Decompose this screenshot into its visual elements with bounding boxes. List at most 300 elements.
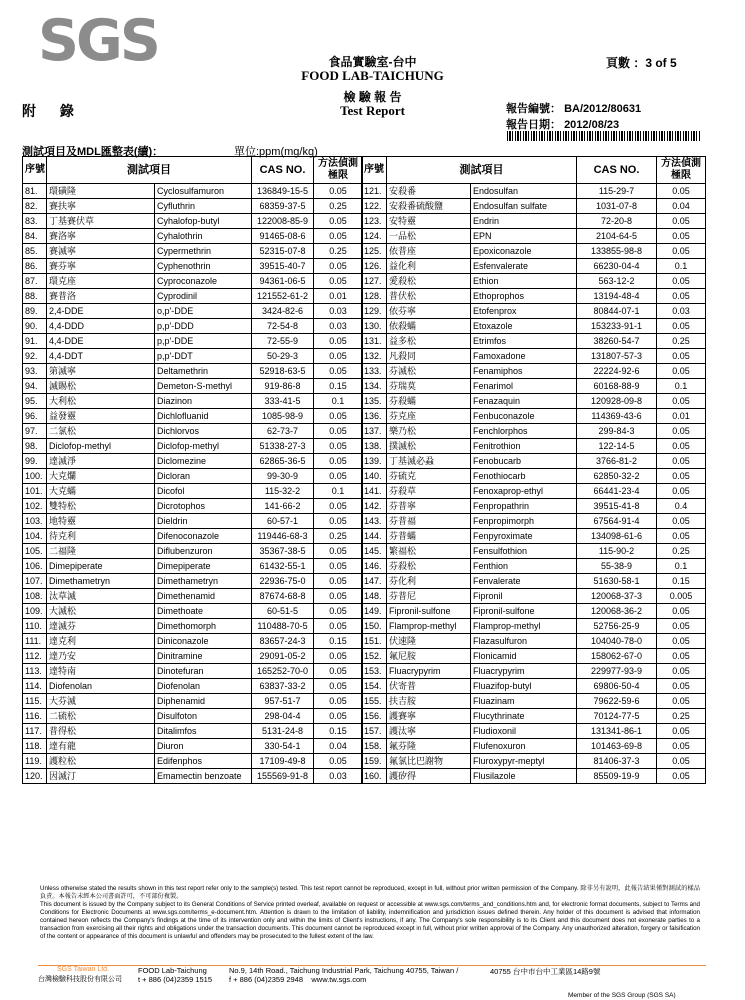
mdl-value: 0.1 (657, 259, 706, 274)
table-header (362, 157, 706, 184)
table-row (23, 559, 363, 574)
mdl-value: 0.05 (657, 754, 706, 769)
mdl-value: 0.05 (657, 529, 706, 544)
cas-number: 35367-38-5 (252, 544, 314, 559)
mdl-value: 0.05 (314, 409, 363, 424)
footer-address: No.9, 14th Road., Taichung Industrial Park, Taichung 40755, Taiwan / (229, 966, 459, 975)
item-name-zh: 安特靈 (387, 214, 471, 229)
item-name-zh: 二福隆 (47, 544, 155, 559)
item-name-zh: 大滅松 (47, 604, 155, 619)
cas-number: 115-32-2 (252, 484, 314, 499)
item-name-en: Epoxiconazole (471, 244, 577, 259)
table-row (23, 469, 363, 484)
table-header (23, 157, 363, 184)
table-row (23, 739, 363, 754)
cas-number: 60-57-1 (252, 514, 314, 529)
item-name-zh: 賽滅寧 (47, 244, 155, 259)
row-number: 144. (362, 529, 387, 544)
cas-number: 52315-07-8 (252, 244, 314, 259)
cas-number: 72-54-8 (252, 319, 314, 334)
item-name-en: Flazasulfuron (471, 634, 577, 649)
item-name-en: Flufenoxuron (471, 739, 577, 754)
row-number: 107. (23, 574, 47, 589)
cas-number: 563-12-2 (577, 274, 657, 289)
col-cas: CAS NO. (252, 157, 314, 184)
table-row (23, 574, 363, 589)
mdl-value: 0.05 (657, 484, 706, 499)
row-number: 120. (23, 769, 47, 784)
row-number: 97. (23, 424, 47, 439)
table-row (362, 379, 706, 394)
table-row (23, 304, 363, 319)
item-name-zh: 雙特松 (47, 499, 155, 514)
item-name-en: Flamprop-methyl (471, 619, 577, 634)
row-number: 153. (362, 664, 387, 679)
cas-number: 155569-91-8 (252, 769, 314, 784)
col-cas: CAS NO. (577, 157, 657, 184)
item-name-zh: 安殺番 (387, 184, 471, 199)
report-number: 報告編號： BA/2012/80631 (506, 103, 642, 115)
item-name-en: Fluazifop-butyl (471, 679, 577, 694)
item-name-zh: 大芬滅 (47, 694, 155, 709)
mdl-value: 0.1 (314, 484, 363, 499)
item-name-en: Etofenprox (471, 304, 577, 319)
item-name-zh: 護賽寧 (387, 709, 471, 724)
row-number: 81. (23, 184, 47, 199)
item-name-zh: 繁福松 (387, 544, 471, 559)
table-row (362, 664, 706, 679)
row-number: 88. (23, 289, 47, 304)
cas-number: 72-55-9 (252, 334, 314, 349)
mdl-value: 0.03 (314, 769, 363, 784)
item-name-zh: 芬瑞莫 (387, 379, 471, 394)
item-name-en: Fipronil (471, 589, 577, 604)
item-name-en: p,p'-DDD (155, 319, 252, 334)
mdl-value: 0.25 (314, 529, 363, 544)
mdl-value: 0.05 (657, 634, 706, 649)
cas-number: 50-29-3 (252, 349, 314, 364)
item-name-en: Flonicamid (471, 649, 577, 664)
table-row (362, 319, 706, 334)
mdl-value: 0.05 (314, 709, 363, 724)
mdl-value: 0.05 (314, 364, 363, 379)
item-name-zh: 芬滅松 (387, 364, 471, 379)
item-name-en: Fluroxypyr-meptyl (471, 754, 577, 769)
row-number: 122. (362, 199, 387, 214)
table-row (362, 574, 706, 589)
item-name-en: Demeton-S-methyl (155, 379, 252, 394)
item-name-zh: 賽扶寧 (47, 199, 155, 214)
col-mdl: 方法偵測極限 (657, 157, 706, 184)
cas-number: 99-30-9 (252, 469, 314, 484)
cas-number: 83657-24-3 (252, 634, 314, 649)
item-name-en: Diphenamid (155, 694, 252, 709)
table-row (362, 229, 706, 244)
mdl-value: 0.05 (657, 394, 706, 409)
row-number: 83. (23, 214, 47, 229)
item-name-zh: Diofenolan (47, 679, 155, 694)
row-number: 111. (23, 634, 47, 649)
table-row (362, 484, 706, 499)
item-name-zh: 扶吉胺 (387, 694, 471, 709)
table-row (362, 349, 706, 364)
row-number: 133. (362, 364, 387, 379)
item-name-zh: 依普座 (387, 244, 471, 259)
item-name-zh: 芬化利 (387, 574, 471, 589)
item-name-en: Dichlofluanid (155, 409, 252, 424)
table-row (362, 259, 706, 274)
cas-number: 122008-85-9 (252, 214, 314, 229)
cas-number: 114369-43-6 (577, 409, 657, 424)
cas-number: 38260-54-7 (577, 334, 657, 349)
item-name-zh: 伏速隆 (387, 634, 471, 649)
item-name-zh: 護矽得 (387, 769, 471, 784)
cas-number: 121552-61-2 (252, 289, 314, 304)
table-row (362, 289, 706, 304)
cas-number: 81406-37-3 (577, 754, 657, 769)
cas-number: 122-14-5 (577, 439, 657, 454)
report-title-zh: 檢 驗 報 告 (343, 90, 402, 104)
item-name-en: Fenpropathrin (471, 499, 577, 514)
table-row (362, 619, 706, 634)
cas-number: 22224-92-6 (577, 364, 657, 379)
table-row (23, 274, 363, 289)
cas-number: 60168-88-9 (577, 379, 657, 394)
col-seq: 序號 (362, 157, 387, 184)
item-name-en: Fenamiphos (471, 364, 577, 379)
mdl-value: 0.05 (314, 184, 363, 199)
table-row (362, 214, 706, 229)
cas-number: 101463-69-8 (577, 739, 657, 754)
mdl-value: 0.05 (314, 514, 363, 529)
row-number: 102. (23, 499, 47, 514)
table-row (23, 289, 363, 304)
row-number: 125. (362, 244, 387, 259)
table-row (23, 769, 363, 784)
mdl-value: 0.01 (657, 409, 706, 424)
item-name-zh: 賽洛寧 (47, 229, 155, 244)
item-name-zh: 芬硫克 (387, 469, 471, 484)
mdl-value: 0.05 (314, 229, 363, 244)
row-number: 99. (23, 454, 47, 469)
cas-number: 62-73-7 (252, 424, 314, 439)
row-number: 146. (362, 559, 387, 574)
row-number: 127. (362, 274, 387, 289)
item-name-zh: 因滅汀 (47, 769, 155, 784)
mdl-value: 0.15 (314, 724, 363, 739)
table-row (23, 709, 363, 724)
row-number: 149. (362, 604, 387, 619)
row-number: 119. (23, 754, 47, 769)
table-row (23, 409, 363, 424)
item-name-zh: 凡殺同 (387, 349, 471, 364)
item-name-zh: 達克利 (47, 634, 155, 649)
item-name-en: Cyclosulfamuron (155, 184, 252, 199)
row-number: 136. (362, 409, 387, 424)
mdl-value: 0.15 (314, 634, 363, 649)
cas-number: 22936-75-0 (252, 574, 314, 589)
table-row (23, 499, 363, 514)
mdl-value: 0.25 (657, 334, 706, 349)
item-name-en: Cyfluthrin (155, 199, 252, 214)
item-name-zh: 達滅芬 (47, 619, 155, 634)
cas-number: 79622-59-6 (577, 694, 657, 709)
cas-number: 1085-98-9 (252, 409, 314, 424)
table-row (23, 484, 363, 499)
mdl-value: 0.05 (314, 424, 363, 439)
table-row (23, 634, 363, 649)
cas-number: 80844-07-1 (577, 304, 657, 319)
row-number: 145. (362, 544, 387, 559)
table-row (362, 274, 706, 289)
item-name-en: Fenothiocarb (471, 469, 577, 484)
item-name-en: Diazinon (155, 394, 252, 409)
item-name-zh: 氟氯比巴謝物 (387, 754, 471, 769)
sgs-member-note: Member of the SGS Group (SGS SA) (568, 992, 676, 999)
table-row (362, 199, 706, 214)
item-name-zh: 達乃安 (47, 649, 155, 664)
table-row (362, 634, 706, 649)
item-name-en: Dieldrin (155, 514, 252, 529)
mdl-value: 0.05 (657, 229, 706, 244)
cas-number: 119446-68-3 (252, 529, 314, 544)
row-number: 112. (23, 649, 47, 664)
row-number: 142. (362, 499, 387, 514)
row-number: 84. (23, 229, 47, 244)
cas-number: 110488-70-5 (252, 619, 314, 634)
row-number: 85. (23, 244, 47, 259)
cas-number: 61432-55-1 (252, 559, 314, 574)
mdl-value: 0.04 (314, 739, 363, 754)
item-name-en: Diclofop-methyl (155, 439, 252, 454)
table-row (23, 664, 363, 679)
cas-number: 1031-07-8 (577, 199, 657, 214)
item-name-zh: 護汰寧 (387, 724, 471, 739)
cas-number: 120068-36-2 (577, 604, 657, 619)
mdl-value: 0.05 (657, 274, 706, 289)
table-row (23, 424, 363, 439)
item-name-zh: 滅賜松 (47, 379, 155, 394)
mdl-value: 0.05 (314, 754, 363, 769)
cas-number: 120928-09-8 (577, 394, 657, 409)
cas-number: 13194-48-4 (577, 289, 657, 304)
item-name-en: Diuron (155, 739, 252, 754)
item-name-zh: 依殺蟎 (387, 319, 471, 334)
cas-number: 333-41-5 (252, 394, 314, 409)
cas-number: 141-66-2 (252, 499, 314, 514)
table-row (23, 589, 363, 604)
item-name-en: Fenobucarb (471, 454, 577, 469)
item-name-zh: 達滅淨 (47, 454, 155, 469)
table-row (362, 679, 706, 694)
item-name-zh: 樂乃松 (387, 424, 471, 439)
table-row (362, 529, 706, 544)
table-row (362, 424, 706, 439)
table-row (362, 589, 706, 604)
cas-number: 68359-37-5 (252, 199, 314, 214)
row-number: 92. (23, 349, 47, 364)
cas-number: 66230-04-4 (577, 259, 657, 274)
table-row (23, 364, 363, 379)
item-name-en: Ethoprophos (471, 289, 577, 304)
row-number: 93. (23, 364, 47, 379)
row-number: 101. (23, 484, 47, 499)
mdl-value: 0.1 (657, 559, 706, 574)
item-name-zh: Fluacrypyrim (387, 664, 471, 679)
table-row (362, 649, 706, 664)
mdl-value: 0.05 (657, 319, 706, 334)
row-number: 156. (362, 709, 387, 724)
item-name-en: Fenchlorphos (471, 424, 577, 439)
mdl-value: 0.05 (314, 604, 363, 619)
mdl-value: 0.25 (657, 544, 706, 559)
table-row (23, 349, 363, 364)
row-number: 116. (23, 709, 47, 724)
mdl-value: 0.01 (314, 289, 363, 304)
item-name-zh: Flamprop-methyl (387, 619, 471, 634)
item-name-en: Fensulfothion (471, 544, 577, 559)
item-name-en: Etoxazole (471, 319, 577, 334)
item-name-en: Fenpropimorph (471, 514, 577, 529)
cas-number: 134098-61-6 (577, 529, 657, 544)
mdl-value: 0.05 (314, 334, 363, 349)
item-name-en: Esfenvalerate (471, 259, 577, 274)
table-row (362, 694, 706, 709)
row-number: 96. (23, 409, 47, 424)
cas-number: 2104-64-5 (577, 229, 657, 244)
item-name-zh: Dimethametryn (47, 574, 155, 589)
row-number: 131. (362, 334, 387, 349)
page-number: 頁數 ：3 of 5 (606, 56, 677, 70)
item-name-en: Dicofol (155, 484, 252, 499)
mdl-value: 0.25 (314, 244, 363, 259)
item-name-en: Cyphenothrin (155, 259, 252, 274)
item-name-zh: 大克爛 (47, 469, 155, 484)
mdl-value: 0.05 (314, 259, 363, 274)
mdl-value: 0.05 (314, 274, 363, 289)
table-row (362, 469, 706, 484)
sgs-logo: SGS (38, 8, 158, 74)
item-name-en: Dimethomorph (155, 619, 252, 634)
mdl-value: 0.05 (314, 349, 363, 364)
col-seq: 序號 (23, 157, 47, 184)
row-number: 121. (362, 184, 387, 199)
row-number: 137. (362, 424, 387, 439)
mdl-value: 0.05 (657, 694, 706, 709)
row-number: 129. (362, 304, 387, 319)
table-row (362, 184, 706, 199)
row-number: 139. (362, 454, 387, 469)
item-name-en: Dicloran (155, 469, 252, 484)
table-row (362, 709, 706, 724)
footer-fax-web: f + 886 (04)2359 2948 www.tw.sgs.com (229, 975, 367, 984)
table-row (362, 754, 706, 769)
mdl-value: 0.05 (657, 289, 706, 304)
item-name-zh: 益發靈 (47, 409, 155, 424)
mdl-value: 0.05 (657, 604, 706, 619)
cas-number: 39515-41-8 (577, 499, 657, 514)
row-number: 160. (362, 769, 387, 784)
mdl-value: 0.05 (657, 214, 706, 229)
mdl-value: 0.05 (657, 619, 706, 634)
report-title-en: Test Report (340, 103, 405, 118)
table-row (23, 529, 363, 544)
item-name-zh: Dimepiperate (47, 559, 155, 574)
table-row (23, 679, 363, 694)
mdl-value: 0.25 (314, 199, 363, 214)
mdl-value: 0.1 (657, 379, 706, 394)
mdl-value: 0.05 (314, 649, 363, 664)
row-number: 91. (23, 334, 47, 349)
item-name-zh: 芬殺松 (387, 559, 471, 574)
item-name-zh: 4,4-DDD (47, 319, 155, 334)
item-name-zh: 芬普尼 (387, 589, 471, 604)
cas-number: 158062-67-0 (577, 649, 657, 664)
item-name-en: Dimepiperate (155, 559, 252, 574)
item-name-zh: 賽普洛 (47, 289, 155, 304)
cas-number: 299-84-3 (577, 424, 657, 439)
item-name-en: Fenbuconazole (471, 409, 577, 424)
mdl-value: 0.05 (314, 679, 363, 694)
item-name-zh: 汰草滅 (47, 589, 155, 604)
table-row (23, 214, 363, 229)
row-number: 103. (23, 514, 47, 529)
cas-number: 87674-68-8 (252, 589, 314, 604)
mdl-value: 0.05 (657, 469, 706, 484)
table-row (23, 199, 363, 214)
item-name-zh: 依芬寧 (387, 304, 471, 319)
row-number: 135. (362, 394, 387, 409)
table-row (23, 649, 363, 664)
item-name-zh: 芬克座 (387, 409, 471, 424)
row-number: 143. (362, 514, 387, 529)
item-name-en: Difenoconazole (155, 529, 252, 544)
item-name-en: Diclomezine (155, 454, 252, 469)
row-number: 157. (362, 724, 387, 739)
item-name-zh: 芬普蟎 (387, 529, 471, 544)
mdl-value: 0.15 (657, 574, 706, 589)
disclaimer-p1: Unless otherwise stated the results shown in this test report refer only to the sample(s) tested. This test report cannot be reproduced, except in full, without prior written permission of the Company. 除非另有說明，此報告結果僅對測試的樣品負責。本報告未經本公司書面許可，不可部份複製。 (40, 885, 700, 900)
footer-company-zh: 台灣檢驗科技股份有限公司 (38, 976, 122, 983)
row-number: 87. (23, 274, 47, 289)
table-row (362, 334, 706, 349)
cas-number: 52918-63-5 (252, 364, 314, 379)
table-row (23, 439, 363, 454)
mdl-value: 0.05 (314, 454, 363, 469)
row-number: 118. (23, 739, 47, 754)
mdl-value: 0.05 (314, 664, 363, 679)
lab-title-zh: 食品實驗室-台中 (328, 55, 417, 69)
item-name-en: Fludioxonil (471, 724, 577, 739)
item-name-zh: 芬殺蟎 (387, 394, 471, 409)
mdl-value: 0.05 (657, 679, 706, 694)
item-name-zh: 氟尼胺 (387, 649, 471, 664)
mdl-value: 0.15 (314, 379, 363, 394)
col-item: 測試項目 (47, 157, 252, 184)
table-row (362, 499, 706, 514)
item-name-en: Fluacrypyrim (471, 664, 577, 679)
item-name-en: Cyhalothrin (155, 229, 252, 244)
item-name-zh: 伏寄普 (387, 679, 471, 694)
item-name-en: Dimethoate (155, 604, 252, 619)
cas-number: 919-86-8 (252, 379, 314, 394)
cas-number: 55-38-9 (577, 559, 657, 574)
item-name-zh: 芬普福 (387, 514, 471, 529)
mdl-value: 0.03 (657, 304, 706, 319)
item-name-en: Cyproconazole (155, 274, 252, 289)
mdl-value: 0.25 (657, 709, 706, 724)
cas-number: 51630-58-1 (577, 574, 657, 589)
